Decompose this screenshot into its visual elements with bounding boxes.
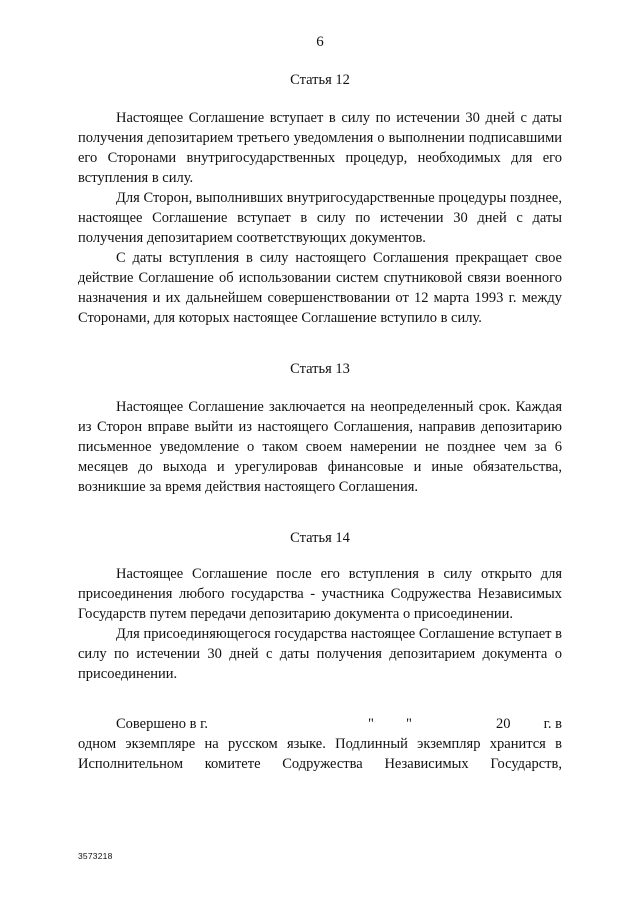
signing-date-quote-close: " [406,716,412,732]
signing-date-quote-open: " [368,716,374,732]
document-body [78,71,562,774]
article-13-paragraph-1: Настоящее Соглашение заключается на неопределенный срок. Каждая из Сторон вправе выйти из настоящего Соглашения, направив депозитарию письменное уведомление о таком своем намерении не позднее чем за 6 месяцев до выхода и урегулировав финансовые и иные обязательства, возникшие за время действия настоящего Соглашения. [78,399,562,495]
article-12-paragraph-1: Настоящее Соглашение вступает в силу по истечении 30 дней с даты получения депозитарием третьего уведомления о выполнении подписавшими его Сторонами внутригосударственных процедур, необходимых для его вступления в силу. [78,110,562,186]
page-number: 6 [316,34,324,50]
article-14-paragraph-2: Для присоединяющегося государства настоящее Соглашение вступает в силу по истечении 30 дней с даты получения депозитарием документа о присоединении. [78,626,562,682]
article-14 [78,529,562,684]
article-12-paragraph-3: С даты вступления в силу настоящего Соглашения прекращает свое действие Соглашение об использовании систем спутниковой связи военного назначения и их дальнейшем совершенствовании от 12 марта 1993 г. между Сторонами, для которых настоящее Соглашение вступило в силу. [78,250,562,326]
article-14-paragraph-1: Настоящее Соглашение после его вступления в силу открыто для присоединения любого государства - участника Содружества Независимых Государств путем передачи депозитарию документа о присоединении. [78,566,562,622]
article-14-heading: Статья 14 [290,530,350,546]
signing-clause [78,714,562,774]
article-12-heading: Статья 12 [290,72,350,88]
article-12-paragraph-2: Для Сторон, выполнивших внутригосударственные процедуры позднее, настоящее Соглашение вступает в силу по истечении 30 дней с даты получения депозитарием соответствующих документов. [78,190,562,246]
article-13-heading: Статья 13 [290,361,350,377]
signing-year: 20 [496,716,511,732]
signing-place-label: Совершено в г. [116,716,209,732]
article-12 [78,71,562,328]
article-13 [78,360,562,497]
signing-year-suffix: г. в [543,716,562,732]
signing-clause-first-line [78,714,562,734]
document-code: 3573218 [78,851,113,861]
signing-clause-text: одном экземпляре на русском языке. Подлинный экземпляр хранится в Исполнительном комитете Содружества Независимых Государств, [78,736,562,772]
